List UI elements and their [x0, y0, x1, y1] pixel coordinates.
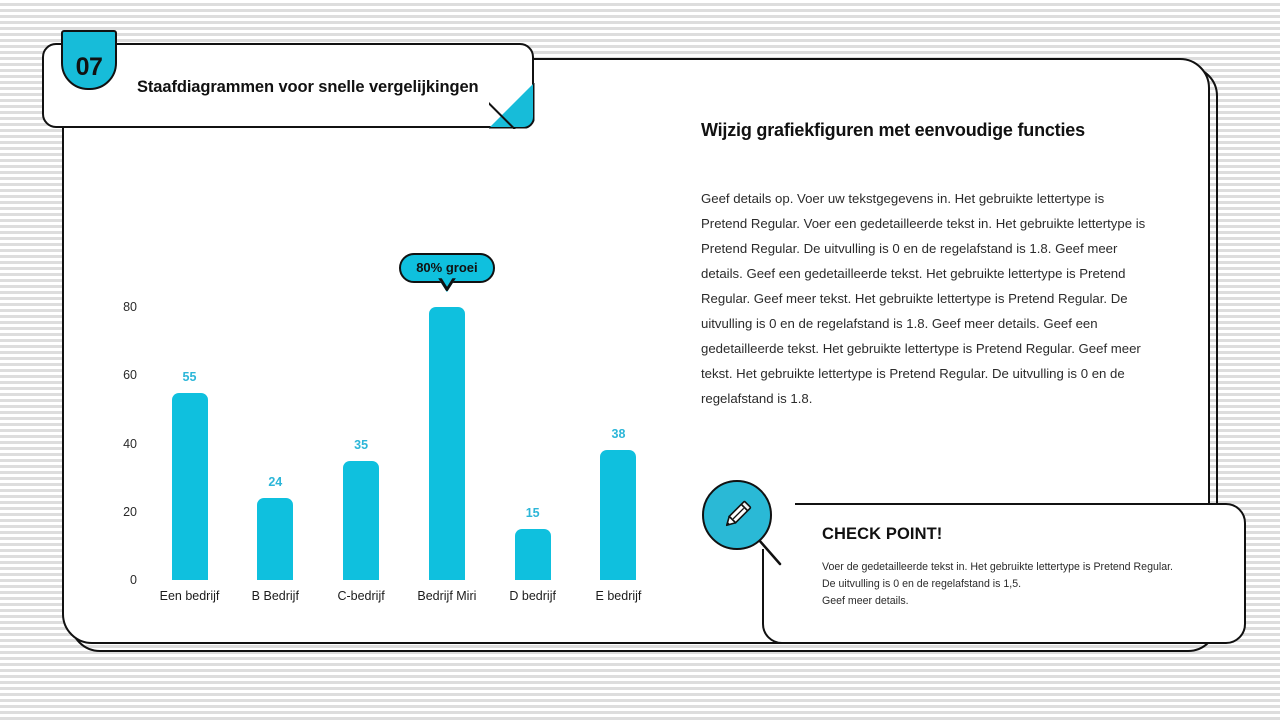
bar-value-label: 38 — [611, 427, 626, 442]
y-axis-tick-label: 20 — [123, 504, 137, 519]
bar-slot[interactable] — [578, 280, 659, 603]
y-axis-tick-label: 0 — [130, 573, 137, 587]
x-axis-category-label: D bedrijf — [509, 589, 556, 603]
y-axis-tick-label: 60 — [123, 368, 137, 383]
slide-number-badge: 07 — [61, 30, 117, 90]
folded-corner — [489, 83, 535, 129]
callout-tail — [438, 278, 456, 292]
bar-series — [149, 260, 659, 603]
bar-slot[interactable] — [321, 280, 402, 603]
pencil-icon — [717, 495, 757, 535]
x-axis-category-label: E bedrijf — [595, 589, 642, 603]
bar-value-label: 35 — [354, 437, 369, 452]
card-inner-frame — [62, 58, 1210, 644]
checkpoint-title: CHECK POINT! — [822, 525, 943, 543]
chart-bar[interactable] — [515, 529, 551, 580]
checkpoint-text-line-3: Geef meer details. — [822, 595, 909, 608]
checkpoint-text-line-2: De uitvulling is 0 en de regelafstand is 1,5. — [822, 578, 1022, 591]
chart-bar[interactable] — [257, 498, 293, 580]
section-body-text: Geef details op. Voer uw tekstgegevens in. Het gebruikte lettertype is Pretend Regular. Voer een gedetailleerde tekst in. Het gebruikte lettertype is Pretend Regular. De uitvulling is 0 en de regelafstand is 1.8. Geef meer details. Geef een gedetailleerde tekst. Het gebruikte lettertype is Pretend Regular. Geef meer tekst. Het gebruikte lettertype is Pretend Regular. De uitvulling is 0 en de regelafstand is 1.8. Geef meer details. Geef een gedetailleerde tekst. Het gebruikte lettertype is Pretend Regular. Geef meer tekst. Het gebruikte lettertype is Pretend Regular. De uitvulling is 0 en de regelafstand is 1.8. — [701, 191, 1146, 406]
slide-title: Staafdiagrammen voor snelle vergelijkingen — [137, 78, 479, 96]
bar-value-label: 55 — [182, 369, 197, 384]
x-axis-category-label: B Bedrijf — [251, 589, 299, 603]
checkpoint-block — [702, 480, 1247, 645]
x-axis-category-label: Bedrijf Miri — [417, 589, 477, 603]
chart-bar[interactable] — [429, 307, 465, 580]
bar-value-label: 15 — [525, 505, 540, 520]
bar-value-label: 24 — [268, 475, 283, 490]
checkpoint-icon-circle — [702, 480, 772, 550]
x-axis-category-label: Een bedrijf — [159, 589, 220, 603]
chart-bar[interactable] — [343, 461, 379, 580]
x-axis-category-label: C-bedrijf — [337, 589, 385, 603]
slide-header-tab — [42, 43, 534, 128]
section-heading: Wijzig grafiekfiguren met eenvoudige functies — [701, 120, 1085, 140]
bar-chart-panel — [94, 160, 674, 630]
chart-bar[interactable] — [172, 393, 208, 581]
bar-slot[interactable] — [492, 280, 573, 603]
bar-slot[interactable] — [235, 280, 316, 603]
chart-bar[interactable] — [600, 450, 636, 580]
y-axis-tick-label: 80 — [123, 300, 137, 315]
chart-plot-area — [123, 260, 659, 603]
bar-slot[interactable] — [406, 260, 487, 603]
bar-slot[interactable] — [149, 280, 230, 603]
checkpoint-text-line-1: Voer de gedetailleerde tekst in. Het gebruikte lettertype is Pretend Regular. — [822, 561, 1173, 573]
growth-callout: 80% groei — [399, 253, 494, 283]
right-content-column — [701, 120, 1191, 412]
y-axis-tick-label: 40 — [123, 436, 137, 451]
checkpoint-text — [822, 559, 1242, 610]
